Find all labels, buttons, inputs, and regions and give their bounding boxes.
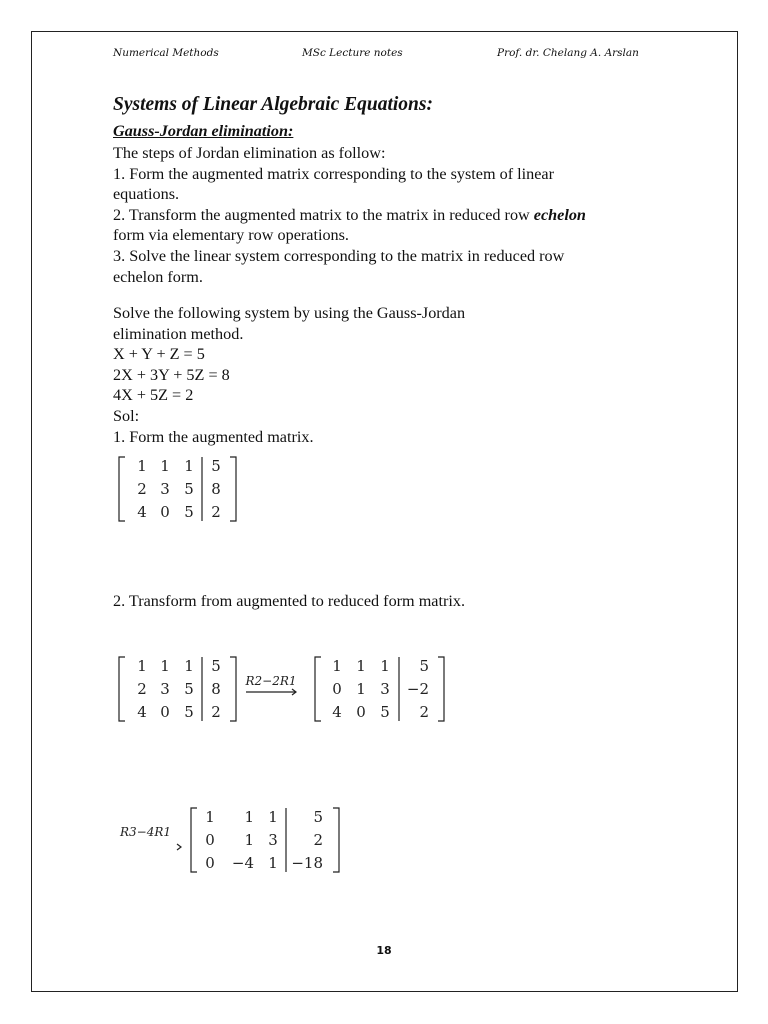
step2-line-a	[113, 205, 586, 226]
transform-step: 2. Transform from augmented to reduced form matrix.	[113, 592, 465, 610]
cell: 5	[380, 703, 390, 721]
problem-line-1: Solve the following system by using the Gauss-Jordan	[113, 304, 466, 322]
row-operation-1	[118, 655, 448, 725]
step3-line-a: 3. Solve the linear system corresponding to the matrix in reduced row	[113, 246, 565, 265]
equation-2: 2X + 3Y + 5Z = 8	[113, 365, 230, 384]
left-bracket	[315, 657, 321, 721]
cell: −18	[291, 854, 323, 872]
cell: 5	[419, 657, 429, 675]
right-bracket	[230, 657, 236, 721]
steps-block	[113, 143, 586, 287]
header-notes: MSc Lecture notes	[302, 47, 403, 59]
row-operation-2	[120, 806, 350, 876]
cell: 5	[313, 808, 323, 826]
cell: 1	[244, 831, 254, 849]
cell: 0	[160, 703, 170, 721]
cell: 5	[211, 657, 221, 675]
cell: 8	[211, 680, 221, 698]
cell: 5	[184, 703, 194, 721]
problem-line-2: elimination method.	[113, 324, 244, 343]
cell: 1	[380, 657, 390, 675]
matrix-cells	[137, 657, 221, 721]
cell: 0	[332, 680, 342, 698]
cell: 2	[211, 503, 221, 521]
cell: 1	[137, 457, 147, 475]
right-bracket	[438, 657, 444, 721]
cell: −4	[231, 854, 254, 872]
cell: 3	[268, 831, 278, 849]
right-bracket	[230, 457, 236, 521]
cell: 3	[160, 680, 170, 698]
equation-3: 4X + 5Z = 2	[113, 386, 194, 405]
cell: 0	[356, 703, 366, 721]
cell: 2	[419, 703, 429, 721]
cell: −2	[406, 680, 429, 698]
cell: 1	[205, 808, 215, 826]
cell: 1	[356, 680, 366, 698]
step1-line-a: 1. Form the augmented matrix corresponding to the system of linear	[113, 164, 555, 183]
step2-line-b: form via elementary row operations.	[113, 226, 349, 245]
cell: 2	[313, 831, 323, 849]
cell: 3	[380, 680, 390, 698]
left-bracket	[119, 457, 125, 521]
cell: 1	[160, 657, 170, 675]
operation-label: R2−2R1	[245, 674, 297, 688]
operation-label: R3−4R1	[120, 825, 172, 839]
cell: 3	[160, 480, 170, 498]
cell: 1	[137, 657, 147, 675]
header-course: Numerical Methods	[113, 47, 219, 59]
cell: 5	[184, 503, 194, 521]
arrow-head-icon	[177, 844, 181, 850]
cell: 2	[137, 480, 147, 498]
cell: 2	[137, 680, 147, 698]
cell: 5	[184, 680, 194, 698]
cell: 0	[160, 503, 170, 521]
right-bracket	[333, 808, 339, 872]
matrix-cells	[137, 457, 221, 521]
form-matrix-step: 1. Form the augmented matrix.	[113, 427, 314, 446]
cell: 5	[184, 480, 194, 498]
cell: 2	[211, 703, 221, 721]
cell: 8	[211, 480, 221, 498]
cell: 1	[332, 657, 342, 675]
augmented-matrix-1	[118, 455, 243, 525]
subsection-title: Gauss-Jordan elimination:	[113, 122, 294, 140]
cell: 1	[268, 854, 278, 872]
cell: 5	[211, 457, 221, 475]
cell: 1	[268, 808, 278, 826]
left-bracket	[191, 808, 197, 872]
matrix-cells	[205, 808, 323, 872]
equation-1: X + Y + Z = 5	[113, 345, 205, 364]
page-number: 18	[376, 944, 392, 957]
cell: 4	[137, 703, 147, 721]
cell: 1	[244, 808, 254, 826]
section-title: Systems of Linear Algebraic Equations:	[113, 94, 433, 115]
cell: 1	[356, 657, 366, 675]
problem-block	[113, 303, 465, 447]
cell: 4	[332, 703, 342, 721]
cell: 1	[184, 657, 194, 675]
cell: 4	[137, 503, 147, 521]
step2-text: 2. Transform the augmented matrix to the matrix in reduced row	[113, 205, 534, 224]
echelon-emphasis: echelon	[533, 205, 586, 224]
header-author: Prof. dr. Chelang A. Arslan	[497, 47, 639, 59]
cell: 1	[160, 457, 170, 475]
left-bracket	[119, 657, 125, 721]
cell: 0	[205, 854, 215, 872]
step1-line-b: equations.	[113, 185, 180, 204]
intro-line: The steps of Jordan elimination as follow:	[113, 144, 386, 162]
step3-line-b: echelon form.	[113, 267, 203, 286]
matrix-cells	[332, 657, 429, 721]
cell: 1	[184, 457, 194, 475]
cell: 0	[205, 831, 215, 849]
sol-label: Sol:	[113, 406, 140, 425]
